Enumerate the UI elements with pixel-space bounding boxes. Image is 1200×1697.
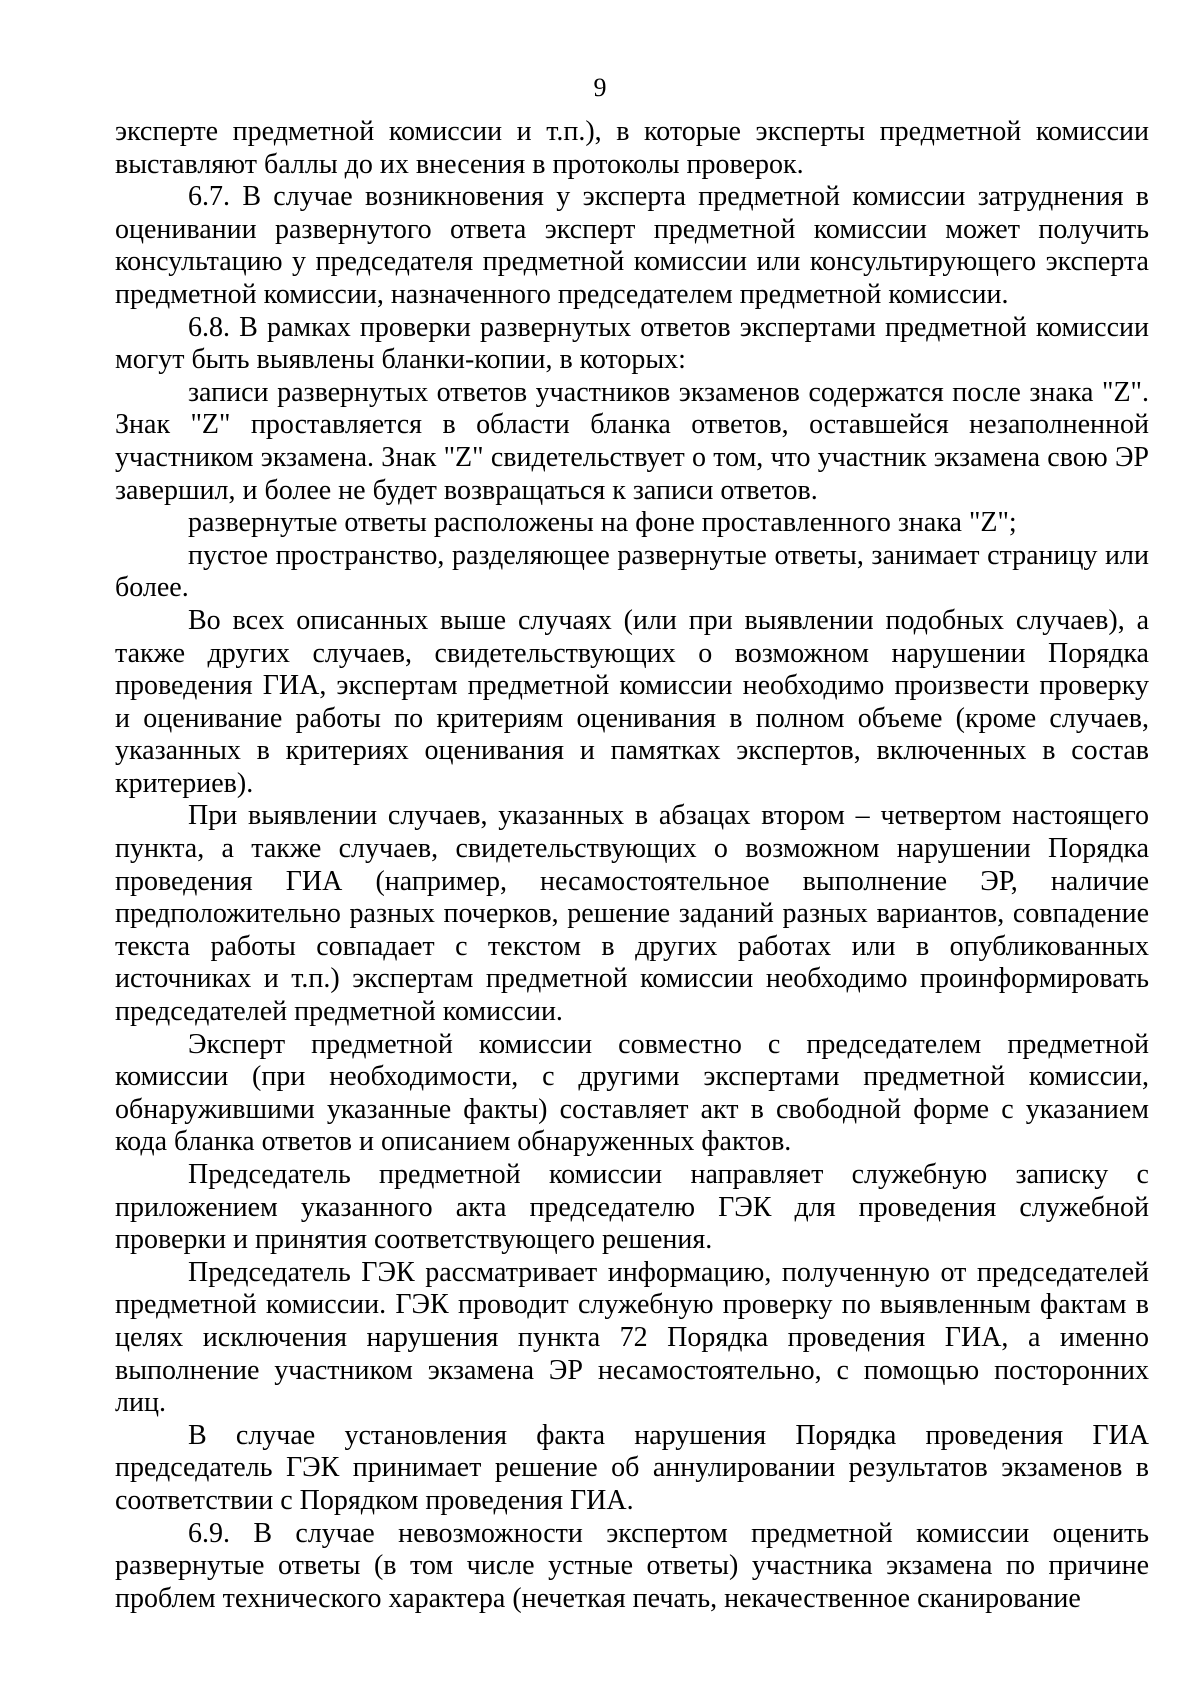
- document-body: [115, 116, 1149, 1615]
- page-number: 9: [593, 73, 607, 102]
- paragraph-expert-act: Эксперт предметной комиссии совместно с председателем предметной комиссии (при необходимости, с другими экспертами предметной комиссии, обнаружившими указанные факты) составляет акт в свободной форме с указанием кода бланка ответов и описанием обнаруженных фактов.: [115, 1028, 1149, 1158]
- paragraph-all-cases: Во всех описанных выше случаях (или при выявлении подобных случаев), а также других случаев, свидетельствующих о возможном нарушении Порядка проведения ГИА, экспертам предметной комиссии необходимо произвести проверку и оценивание работы по критериям оценивания в полном объеме (кроме случаев, указанных в критериях оценивания и памятках экспертов, включенных в состав критериев).: [115, 604, 1149, 799]
- paragraph-list-item-empty-space: пустое пространство, разделяющее развернутые ответы, занимает страницу или более.: [115, 539, 1149, 604]
- paragraph-continuation: эксперте предметной комиссии и т.п.), в которые эксперты предметной комиссии выставляют баллы до их внесения в протоколы проверок.: [115, 116, 1149, 180]
- paragraph-chairman-memo: Председатель предметной комиссии направляет служебную записку с приложением указанного акта председателю ГЭК для проведения служебной проверки и принятия соответствующего решения.: [115, 1159, 1149, 1256]
- paragraph-6-7: 6.7. В случае возникновения у эксперта предметной комиссии затруднения в оценивании развернутого ответа эксперт предметной комиссии может получить консультацию у председателя предметной комиссии или консультирующего эксперта предметной комиссии, назначенного председателем предметной комиссии.: [115, 181, 1149, 310]
- paragraph-6-8: 6.8. В рамках проверки развернутых ответов экспертами предметной комиссии могут быть выявлены бланки-копии, в которых:: [115, 311, 1149, 376]
- paragraph-annulment: В случае установления факта нарушения Порядка проведения ГИА председатель ГЭК принимает решение об аннулировании результатов экзаменов в соответствии с Порядком проведения ГИА.: [115, 1419, 1149, 1516]
- paragraph-list-item-z-sign: записи развернутых ответов участников экзаменов содержатся после знака "Z". Знак "Z" проставляется в области бланка ответов, оставшейся незаполненной участником экзамена. Знак "Z" свидетельствует о том, что участник экзамена свою ЭР завершил, и более не будет возвращаться к записи ответов.: [115, 376, 1149, 506]
- paragraph-6-9: 6.9. В случае невозможности экспертом предметной комиссии оценить развернутые ответы (в том числе устные ответы) участника экзамена по причине проблем технического характера (нечеткая печать, некачественное сканирование: [115, 1517, 1149, 1614]
- paragraph-list-item-background: развернутые ответы расположены на фоне проставленного знака "Z";: [188, 507, 1017, 539]
- paragraph-gek-review: Председатель ГЭК рассматривает информацию, полученную от председателей предметной комиссии. ГЭК проводит служебную проверку по выявленным фактам в целях исключения нарушения пункта 72 Порядка проведения ГИА, а именно выполнение участником экзамена ЭР несамостоятельно, с помощью посторонних лиц.: [115, 1256, 1149, 1419]
- paragraph-detection: При выявлении случаев, указанных в абзацах втором – четвертом настоящего пункта, а также случаев, свидетельствующих о возможном нарушении Порядка проведения ГИА (например, несамостоятельное выполнение ЭР, наличие предположительно разных почерков, решение заданий разных вариантов, совпадение текста работы совпадает с текстом в других работах или в опубликованных источниках и т.п.) экспертам предметной комиссии необходимо проинформировать председателей предметной комиссии.: [115, 800, 1149, 1028]
